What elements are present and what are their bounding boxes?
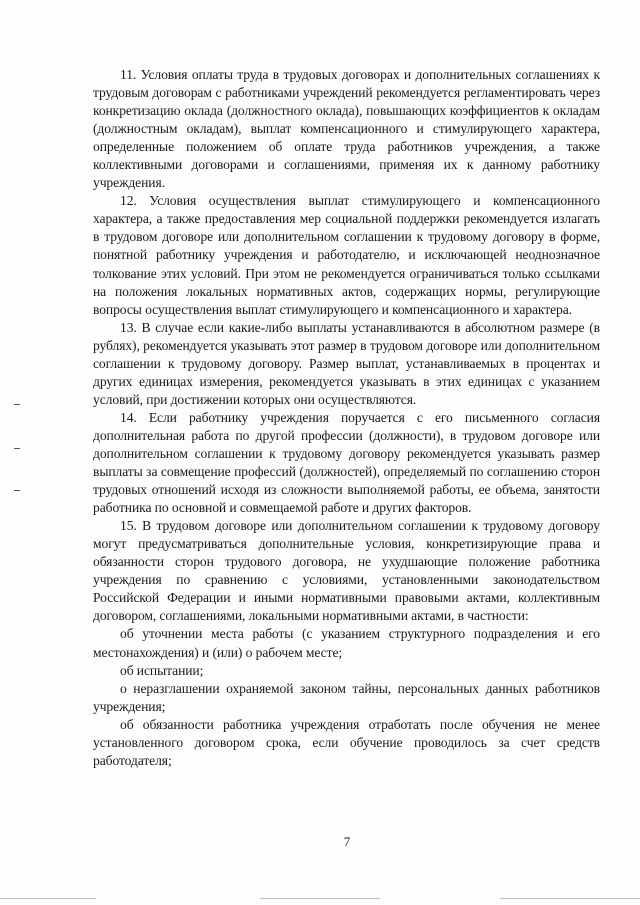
margin-mark (14, 404, 20, 405)
paragraph-12: 12. Условия осуществления выплат стимулирующего и компенсационного характера, а также предоставления мер социальной поддержки рекомендуется излагать в трудовом договоре или дополнительном соглашении к трудовому договору в форме, понятной работнику учреждения и работодателю, и исключающей неоднозначное толкование этих условий. При этом не рекомендуется ограничиваться только ссылками на положения локальных нормативных актов, содержащих нормы, регулирующие вопросы осуществления выплат стимулирующего и компенсационного и характера. (93, 193, 600, 317)
list-item-probation: об испытании; (120, 662, 204, 678)
scan-edge-line (500, 898, 640, 899)
scan-edge-line (260, 898, 380, 899)
paragraph-15: 15. В трудовом договоре или дополнительном соглашении к трудовому договору могут предусматриваться дополнительные условия, конкретизирующие права и обязанности сторон трудового договора, не ухудшающие положение работника учреждения по сравнению с условиями, установленными законодательством Российской Федерации и иными нормативными правовыми актами, коллективным договором, соглашениями, локальными нормативными актами, в частности: (93, 518, 600, 624)
page-number: 7 (343, 834, 351, 849)
list-item-confidentiality: о неразглашении охраняемой законом тайны, персональных данных работников учреждения; (93, 680, 600, 714)
margin-mark (14, 448, 20, 449)
scan-edge-line (0, 898, 96, 899)
margin-mark (14, 490, 20, 491)
paragraph-13: 13. В случае если какие-либо выплаты устанавливаются в абсолютном размере (в рублях), рекомендуется указывать этот размер в трудовом договоре или дополнительном соглашении к трудовому договору. Размер выплат, устанавливаемых в процентах и других единицах измерения, рекомендуется указывать в этих единицах с указанием условий, при достижении которых они осуществляются. (93, 319, 600, 407)
document-body (93, 66, 600, 770)
paragraph-11: 11. Условия оплаты труда в трудовых договорах и дополнительных соглашениях к трудовым договорам с работниками учреждений рекомендуется регламентировать через конкретизацию оклада (должностного оклада), повышающих коэффициентов к окладам (должностным окладам), выплат компенсационного и стимулирующего характера, определенные положением об оплате труда работников учреждения, а также коллективными договорами и соглашениями, применяя их к данному работнику учреждения. (93, 67, 600, 191)
list-item-workplace: об уточнении места работы (с указанием структурного подразделения и его местонахождения) и (или) о рабочем месте; (93, 626, 600, 660)
list-item-training-obligation: об обязанности работника учреждения отработать после обучения не менее установленного договором срока, если обучение проводилось за счет средств работодателя; (93, 716, 600, 768)
paragraph-14: 14. Если работнику учреждения поручается с его письменного согласия дополнительная работа по другой профессии (должности), в трудовом договоре или дополнительном соглашении к трудовому договору рекомендуется указывать размер выплаты за совмещение профессий (должностей), определяемый по соглашению сторон трудовых отношений исходя из сложности выполняемой работы, ее объема, занятости работника по основной и совмещаемой работе и других факторов. (93, 409, 600, 516)
